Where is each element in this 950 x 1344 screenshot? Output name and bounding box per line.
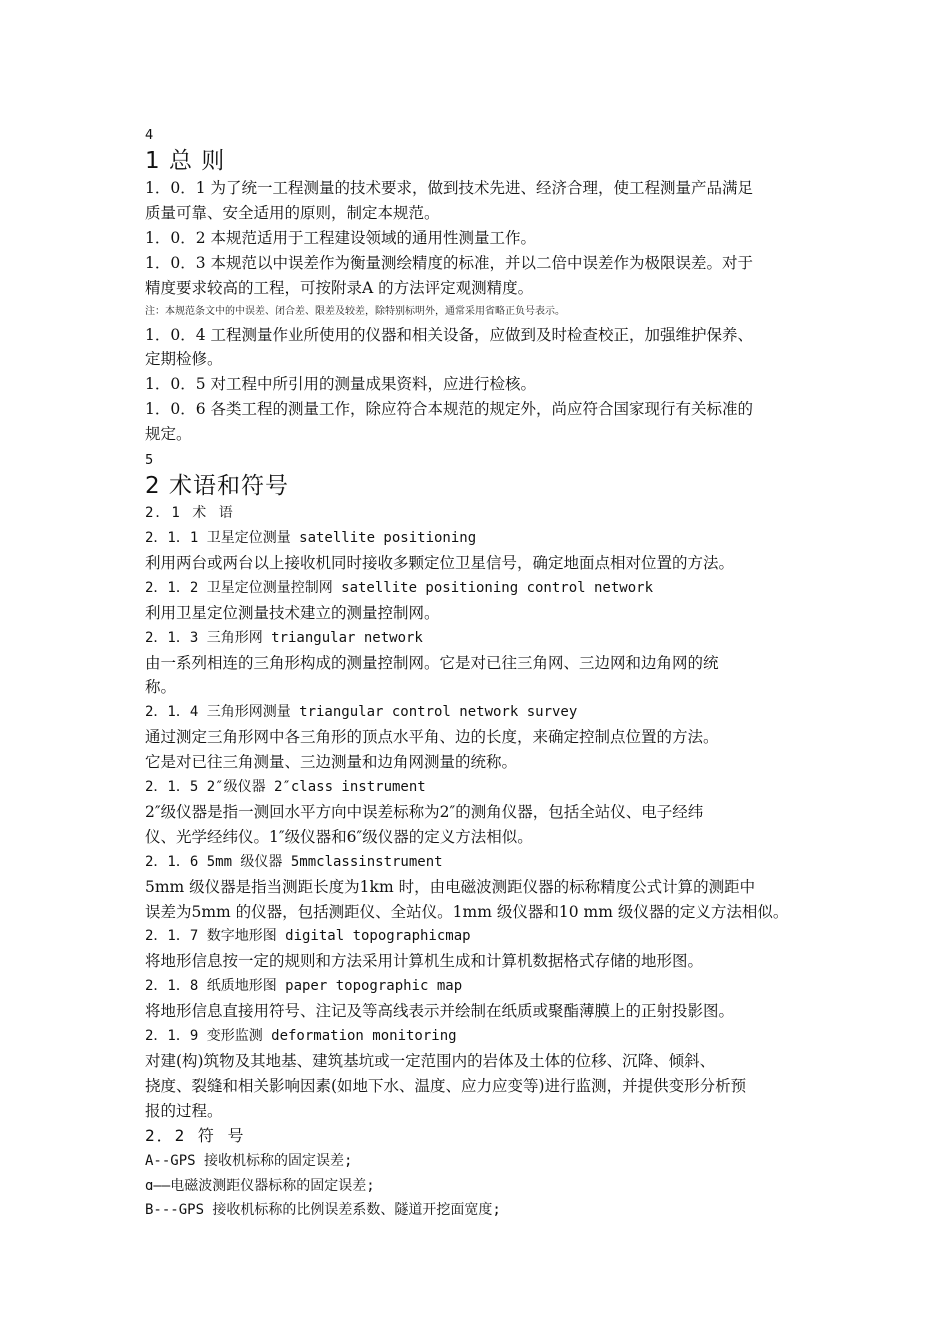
symbol-item: ɑ——电磁波测距仪器标称的固定误差; bbox=[145, 1177, 375, 1194]
symbol-item: A--GPS 接收机标称的固定误差; bbox=[145, 1152, 353, 1169]
term-body: 2″级仪器是指一测回水平方向中误差标称为2″的测角仪器，包括全站仪、电子经纬 bbox=[145, 802, 704, 821]
term-2-1-1 bbox=[145, 526, 805, 576]
term-body: 仪、光学经纬仪。1″级仪器和6″级仪器的定义方法相似。 bbox=[145, 827, 533, 846]
clause-1-0-5: 1．0．5 对工程中所引用的测量成果资料，应进行检核。 bbox=[145, 375, 537, 394]
clause-1-0-1: 1．0．1 为了统一工程测量的技术要求，做到技术先进、经济合理，使工程测量产品满足 bbox=[145, 179, 754, 197]
term-body: 对建(构)筑物及其地基、建筑基坑或一定范围内的岩体及土体的位移、沉降、倾斜、 bbox=[145, 1052, 716, 1070]
term-2-1-2 bbox=[145, 576, 805, 626]
clause-1-0-6: 1．0．6 各类工程的测量工作，除应符合本规范的规定外，尚应符合国家现行有关标准的 bbox=[145, 400, 754, 419]
term-heading: 2．1．9 变形监测 deformation monitoring bbox=[145, 1028, 457, 1045]
term-body: 利用两台或两台以上接收机同时接收多颗定位卫星信号，确定地面点相对位置的方法。 bbox=[145, 553, 735, 572]
clause-1-0-4: 1．0．4 工程测量作业所使用的仪器和相关设备，应做到及时检查校正，加强维护保养、 bbox=[145, 325, 754, 344]
term-heading: 2．1．5 2″级仪器 2″class instrument bbox=[145, 779, 426, 796]
chapter-2-title: 2 术语和符号 bbox=[145, 473, 289, 500]
term-heading: 2．1．6 5mm 级仪器 5mmclassinstrument bbox=[145, 853, 443, 870]
term-2-1-5 bbox=[145, 775, 805, 850]
term-heading: 2．1．4 三角形网测量 triangular control network survey bbox=[145, 704, 578, 721]
term-2-1-4 bbox=[145, 700, 805, 775]
section-2-1-title: 2．1 术 语 bbox=[145, 505, 235, 522]
section-2-2-title: 2．2 符 号 bbox=[145, 1125, 246, 1145]
chapter-1-title: 1 总 则 bbox=[145, 148, 226, 174]
term-body: 由一系列相连的三角形构成的测量控制网。它是对已往三角网、三边网和边角网的统 bbox=[145, 653, 719, 672]
clause-1-0-2: 1．0．2 本规范适用于工程建设领域的通用性测量工作。 bbox=[145, 228, 537, 247]
clause-1-0-4-cont: 定期检修。 bbox=[145, 350, 223, 369]
term-2-1-3 bbox=[145, 626, 805, 701]
term-body: 将地形信息直接用符号、注记及等高线表示并绘制在纸质或聚酯薄膜上的正射投影图。 bbox=[145, 1002, 735, 1021]
term-body: 利用卫星定位测量技术建立的测量控制网。 bbox=[145, 603, 440, 622]
clause-note: 注：本规范条文中的中误差、闭合差、限差及较差，除特别标明外，通常采用省略正负号表示。 bbox=[145, 305, 565, 317]
term-2-1-8 bbox=[145, 974, 805, 1024]
term-body: 误差为5mm 的仪器，包括测距仪、全站仪。1mm 级仪器和10 mm 级仪器的定义方法相似。 bbox=[145, 902, 789, 921]
clause-1-0-3: 1．0．3 本规范以中误差作为衡量测绘精度的标准，并以二倍中误差作为极限误差。对于 bbox=[145, 253, 754, 272]
term-heading: 2．1．8 纸质地形图 paper topographic map bbox=[145, 978, 463, 995]
term-2-1-6 bbox=[145, 850, 805, 925]
term-body: 将地形信息按一定的规则和方法采用计算机生成和计算机数据格式存储的地形图。 bbox=[145, 952, 704, 971]
clause-1-0-3-cont: 精度要求较高的工程，可按附录A 的方法评定观测精度。 bbox=[145, 278, 534, 297]
page-number-4: 4 bbox=[145, 128, 154, 143]
term-heading: 2．1．7 数字地形图 digital topographicmap bbox=[145, 928, 471, 945]
clause-1-0-1-cont: 质量可靠、安全适用的原则，制定本规范。 bbox=[145, 203, 440, 222]
term-body: 它是对已往三角测量、三边测量和边角网测量的统称。 bbox=[145, 753, 518, 772]
term-body: 挠度、裂缝和相关影响因素(如地下水、温度、应力应变等)进行监测，并提供变形分析预 bbox=[145, 1076, 747, 1095]
term-heading: 2．1．2 卫星定位测量控制网 satellite positioning control network bbox=[145, 579, 654, 596]
term-heading: 2．1．3 三角形网 triangular network bbox=[145, 629, 423, 646]
term-heading: 2．1．1 卫星定位测量 satellite positioning bbox=[145, 529, 477, 546]
term-body: 通过测定三角形网中各三角形的顶点水平角、边的长度，来确定控制点位置的方法。 bbox=[145, 728, 719, 747]
term-2-1-7 bbox=[145, 924, 805, 974]
clause-1-0-6-cont: 规定。 bbox=[145, 425, 192, 444]
term-body: 报的过程。 bbox=[145, 1101, 223, 1120]
symbol-item: B---GPS 接收机标称的比例误差系数、隧道开挖面宽度; bbox=[145, 1202, 501, 1219]
term-body: 称。 bbox=[145, 678, 177, 697]
page-number-5: 5 bbox=[145, 453, 154, 469]
document-page bbox=[145, 126, 805, 1223]
term-2-1-9 bbox=[145, 1024, 805, 1124]
term-body: 5mm 级仪器是指当测距长度为1km 时，由电磁波测距仪器的标称精度公式计算的测距中 bbox=[145, 877, 756, 896]
